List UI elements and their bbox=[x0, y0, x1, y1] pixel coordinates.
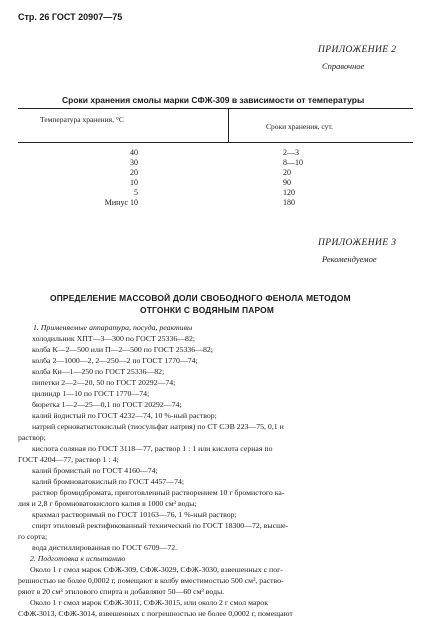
list-item: раствор; bbox=[18, 433, 46, 442]
days-cell: 2—3 bbox=[283, 148, 299, 157]
table-header-divider bbox=[228, 108, 229, 142]
text-line: Около 1 г смол марок СФЖ-309, СФЖ-3029, СФЖ-3030, взвешенных с пог- bbox=[30, 565, 283, 574]
paragraph-2-heading: 2. Подготовка к испытанию bbox=[30, 554, 126, 563]
list-item: холодильник ХПТ—3—300 по ГОСТ 25336—82; bbox=[32, 334, 196, 343]
list-item: го сорта; bbox=[18, 532, 48, 541]
list-item: колба 2—1000—2, 2—250—2 по ГОСТ 1770—74; bbox=[32, 356, 198, 365]
temp-cell: 40 bbox=[130, 148, 138, 157]
days-cell: 180 bbox=[283, 198, 295, 207]
text-line: ряют в 20 см³ этилового спирта и добавляют 50—60 см³ воды. bbox=[18, 587, 225, 596]
list-item: лия и 2,8 г бромноватокислого калия в 1000 см³ воды; bbox=[18, 499, 197, 508]
table-title: Сроки хранения смолы марки СФЖ-309 в зависимости от температуры bbox=[62, 95, 365, 105]
text-line: решностью не более 0,0002 г, помещают в колбу вместимостью 500 см³, раство- bbox=[18, 576, 284, 585]
days-cell: 90 bbox=[283, 178, 291, 187]
list-item: бюретка 1—2—25—0,1 по ГОСТ 20292—74; bbox=[32, 400, 182, 409]
list-item: калий бромноватокислый по ГОСТ 4457—74; bbox=[32, 477, 185, 486]
appendix-3-label: ПРИЛОЖЕНИЕ 3 bbox=[318, 238, 397, 248]
list-item: калий бромистый по ГОСТ 4160—74; bbox=[32, 466, 158, 475]
temp-cell: 10 bbox=[130, 178, 138, 187]
table-col1-header: Температура хранения, °С bbox=[40, 115, 124, 124]
list-item: крахмал растворимый по ГОСТ 10163—76, 1 %-ный раствор; bbox=[32, 510, 237, 519]
days-cell: 120 bbox=[283, 188, 295, 197]
appendix-2-label: ПРИЛОЖЕНИЕ 2 bbox=[318, 45, 397, 55]
temp-cell: 30 bbox=[130, 158, 138, 167]
list-item: ГОСТ 4204—77, раствор 1 : 4; bbox=[18, 455, 119, 464]
temp-cell: 5 bbox=[134, 188, 138, 197]
list-item: натрий серноватистокислый (тиосульфат натрия) по СТ СЭВ 223—75, 0,1 н bbox=[32, 422, 284, 431]
table-header-rule bbox=[18, 142, 413, 143]
appendix-3-type: Рекомендуемое bbox=[322, 254, 377, 264]
table-top-rule bbox=[18, 108, 413, 109]
appendix-2-type: Справочное bbox=[322, 61, 365, 71]
section-title-line-1: ОПРЕДЕЛЕНИЕ МАССОВОЙ ДОЛИ СВОБОДНОГО ФЕНОЛА МЕТОДОМ bbox=[50, 293, 351, 303]
list-item: калий йодистый по ГОСТ 4232—74, 10 %-ный раствор; bbox=[32, 411, 217, 420]
days-cell: 20 bbox=[283, 168, 291, 177]
text-line: Около 1 г смол марок СФЖ-3011, СФЖ-3015, или около 2 г смол марок bbox=[30, 598, 268, 607]
list-item: колба К—2—500 или П—2—500 по ГОСТ 25336—82; bbox=[32, 345, 213, 354]
list-item: спирт этиловый ректификованный технический по ГОСТ 18300—72, высше- bbox=[32, 521, 289, 530]
list-item: колба Кн—1—250 по ГОСТ 25336—82; bbox=[32, 367, 165, 376]
page-header: Стр. 26 ГОСТ 20907—75 bbox=[18, 12, 123, 22]
list-item: цилиндр 1—10 по ГОСТ 1770—74; bbox=[32, 389, 150, 398]
list-item: кислота соляная по ГОСТ 3118—77, раствор 1 : 1 или кислота серная по bbox=[32, 444, 273, 453]
list-item: вода дистиллированная по ГОСТ 6709—72. bbox=[32, 543, 178, 552]
section-title-line-2: ОТГОНКИ С ВОДЯНЫМ ПАРОМ bbox=[140, 305, 275, 315]
temp-cell: Минус 10 bbox=[104, 198, 138, 207]
days-cell: 8—10 bbox=[283, 158, 303, 167]
paragraph-1-heading: 1. Применяемые аппаратура, посуда, реактивы bbox=[33, 323, 193, 332]
text-line: СФЖ-3013, СФЖ-3014, взвешенных с погрешностью не более 0,0002 г, помещают bbox=[18, 609, 293, 618]
temp-cell: 20 bbox=[130, 168, 138, 177]
list-item: пипетки 2—2—20, 50 по ГОСТ 20292—74; bbox=[32, 378, 176, 387]
table-col2-header: Сроки хранения, сут. bbox=[266, 122, 334, 131]
list-item: раствор бромидбромата, приготовленный растворением 10 г бромистого ка- bbox=[32, 488, 285, 497]
